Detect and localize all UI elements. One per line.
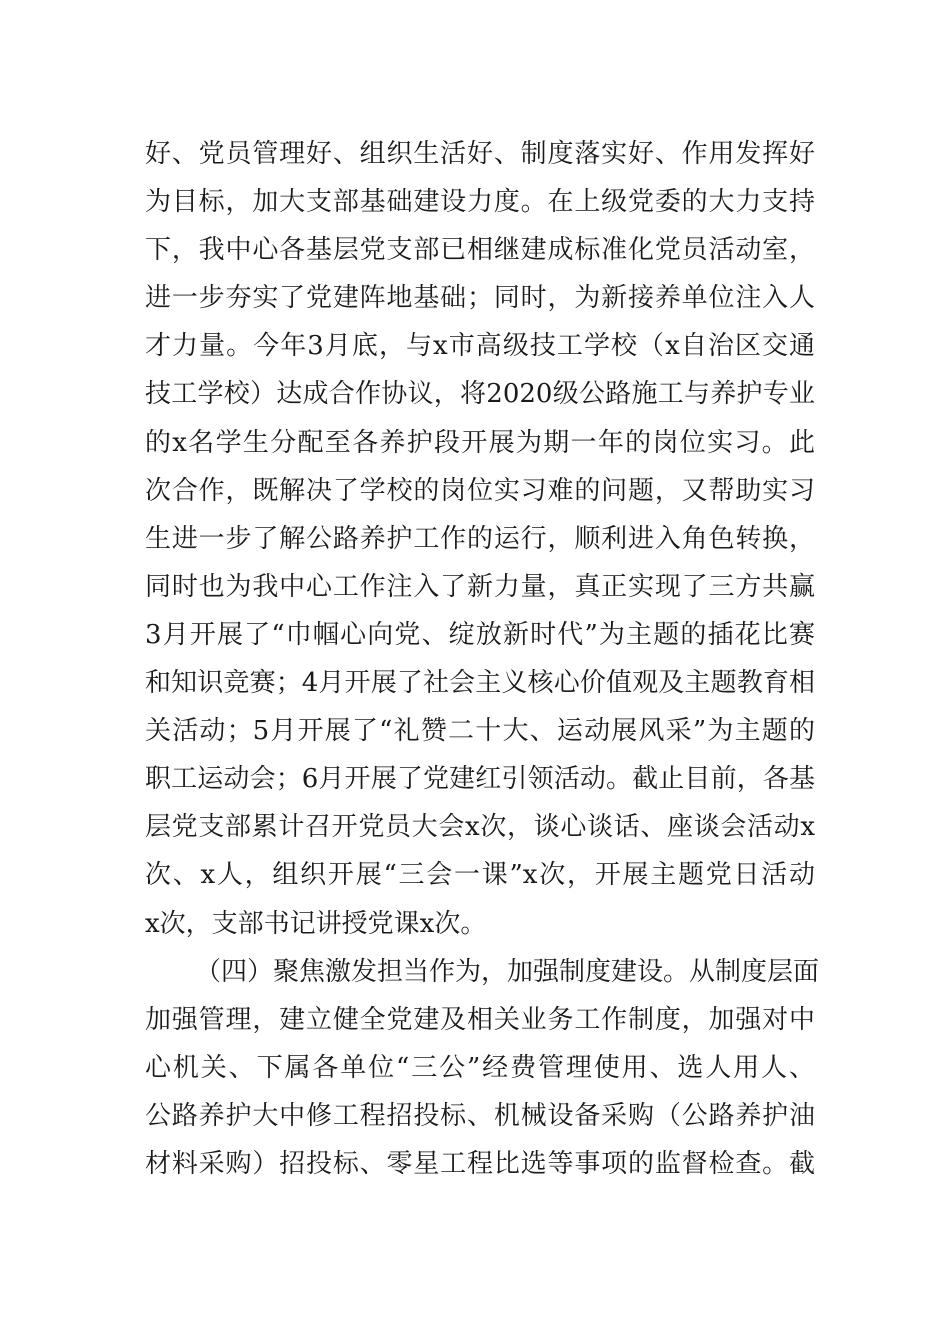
text-line: 次合作，既解决了学校的岗位实习难的问题，又帮助实习 [145, 475, 815, 506]
text-line: 加强管理，建立健全党建及相关业务工作制度，加强对中 [145, 1004, 815, 1035]
text-line: 的x名学生分配至各养护段开展为期一年的岗位实习。此 [145, 427, 815, 458]
text-line: 技工学校）达成合作协议，将2020级公路施工与养护专业 [145, 379, 815, 410]
paragraph-2 [145, 948, 820, 1188]
text-line: 次、x人，组织开展“三会一课”x次，开展主题党日活动 [145, 860, 815, 891]
text-line: 为目标，加大支部基础建设力度。在上级党委的大力支持 [145, 187, 815, 218]
text-line: 生进一步了解公路养护工作的运行，顺利进入角色转换， [145, 523, 815, 554]
text-line: 3月开展了“巾帼心向党、绽放新时代”为主题的插花比赛 [145, 619, 815, 650]
text-line: 材料采购）招投标、零星工程比选等事项的监督检查。截 [145, 1148, 815, 1179]
text-line: 好、党员管理好、组织生活好、制度落实好、作用发挥好 [145, 139, 815, 169]
text-line: （四）聚焦激发担当作为，加强制度建设。从制度层面 [195, 956, 820, 987]
text-line: 层党支部累计召开党员大会x次，谈心谈话、座谈会活动x [145, 812, 815, 843]
text-line: 和知识竞赛；4月开展了社会主义核心价值观及主题教育相 [145, 668, 815, 699]
text-line: 公路养护大中修工程招投标、机械设备采购（公路养护油 [145, 1100, 815, 1131]
text-line: 关活动；5月开展了“礼赞二十大、运动展风采”为主题的 [145, 716, 815, 747]
paragraph-1 [145, 130, 815, 948]
text-line: x次，支部书记讲授党课x次。 [145, 908, 487, 939]
text-line: 同时也为我中心工作注入了新力量，真正实现了三方共赢 [145, 571, 815, 602]
document-body [145, 130, 820, 1188]
text-line: 职工运动会；6月开展了党建红引领活动。截止目前，各基 [145, 764, 815, 795]
text-line: 进一步夯实了党建阵地基础；同时，为新接养单位注入人 [145, 283, 815, 314]
text-line: 心机关、下属各单位“三公”经费管理使用、选人用人、 [145, 1052, 815, 1083]
text-line: 下，我中心各基层党支部已相继建成标准化党员活动室， [145, 235, 815, 266]
text-line: 才力量。今年3月底，与x市高级技工学校（x自治区交通 [145, 331, 815, 362]
